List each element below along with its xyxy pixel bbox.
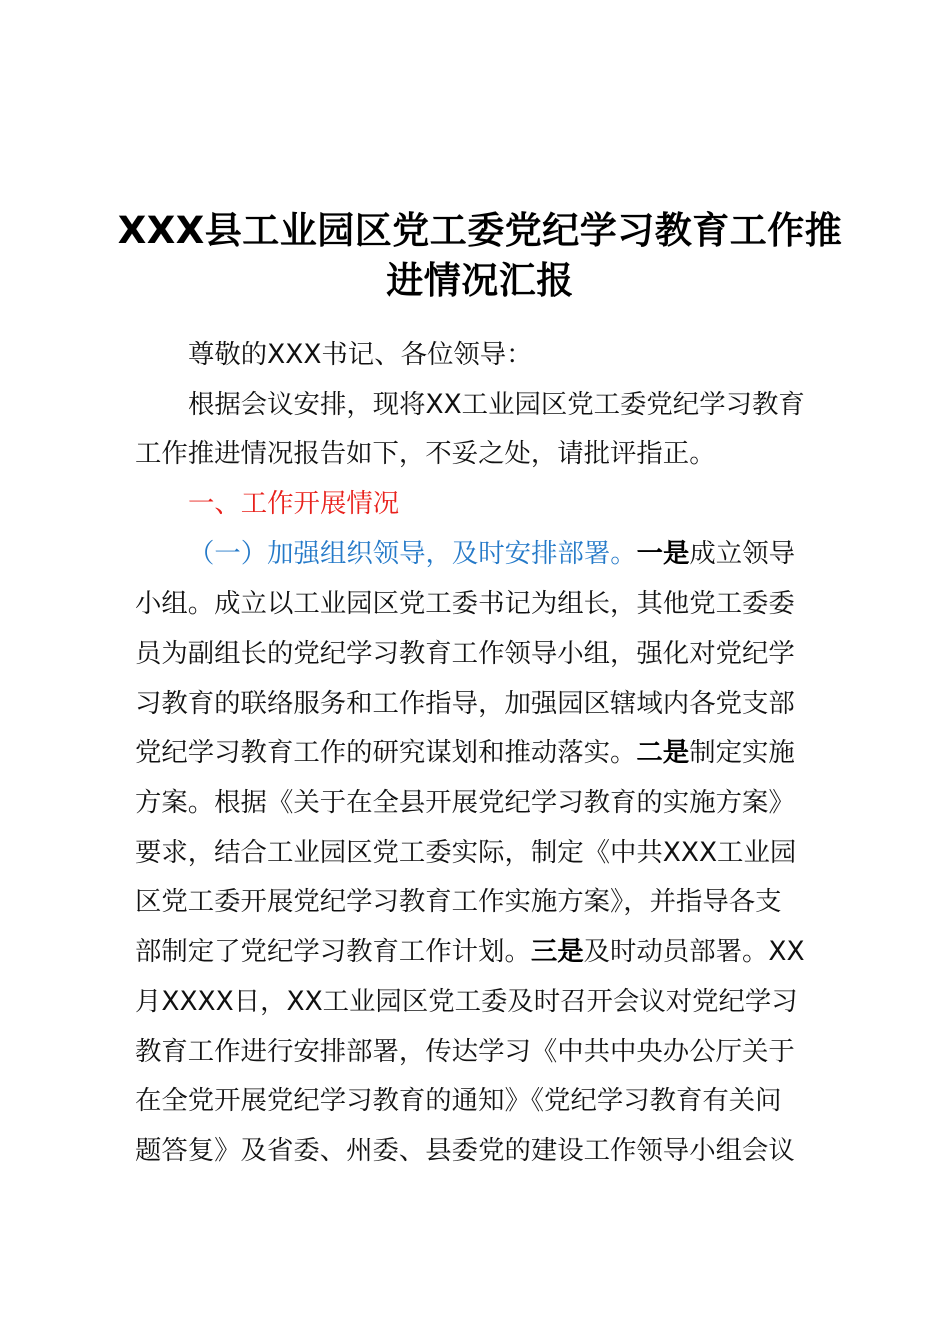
intro-line-1: 根据会议安排，现将XX工业园区党工委党纪学习教育: [188, 389, 805, 420]
intro-line-2: 工作推进情况报告如下，不妥之处，请批评指正。: [135, 438, 716, 469]
paragraph-line: 教育工作进行安排部署，传达学习《中共中央办公厅关于: [135, 1036, 795, 1067]
paragraph-text: 部制定了党纪学习教育工作计划。: [135, 936, 531, 967]
paragraph-line: 区党工委开展党纪学习教育工作实施方案》，并指导各支: [135, 886, 782, 917]
paragraph-line: 在全党开展党纪学习教育的通知》《党纪学习教育有关问: [135, 1085, 782, 1116]
keyword-third: 三是: [530, 936, 584, 967]
paragraph-line: 小组。成立以工业园区党工委书记为组长，其他党工委委: [135, 588, 795, 619]
paragraph-text: 成立领导: [689, 538, 795, 569]
subsection-heading-1: （一）加强组织领导，及时安排部署。: [188, 538, 637, 569]
keyword-first: 一是: [636, 538, 690, 569]
paragraph-line: [135, 735, 835, 771]
paragraph-line: [135, 934, 835, 970]
section-heading-1: 一、工作开展情况: [188, 488, 400, 519]
document-title-line-2: 进情况汇报: [386, 259, 574, 302]
paragraph-line: 员为副组长的党纪学习教育工作领导小组，强化对党纪学: [135, 638, 795, 669]
paragraph-line: 月XXXX日，XX工业园区党工委及时召开会议对党纪学习: [135, 986, 798, 1017]
paragraph-text: 制定实施: [689, 737, 795, 768]
paragraph-line: 习教育的联络服务和工作指导，加强园区辖域内各党支部: [135, 688, 795, 719]
paragraph-line: 方案。根据《关于在全县开展党纪学习教育的实施方案》: [135, 787, 795, 818]
paragraph-line: 题答复》及省委、州委、县委党的建设工作领导小组会议: [135, 1135, 795, 1166]
keyword-second: 二是: [636, 737, 690, 768]
paragraph-line: 要求，结合工业园区党工委实际，制定《中共XXX工业园: [135, 837, 797, 868]
paragraph-text: 及时动员部署。XX: [583, 936, 805, 967]
document-title-line-1: XXX县工业园区党工委党纪学习教育工作推: [117, 209, 843, 252]
paragraph-line: [188, 536, 835, 572]
paragraph-text: 党纪学习教育工作的研究谋划和推动落实。: [135, 737, 637, 768]
salutation: 尊敬的XXX书记、各位领导：: [188, 339, 533, 370]
